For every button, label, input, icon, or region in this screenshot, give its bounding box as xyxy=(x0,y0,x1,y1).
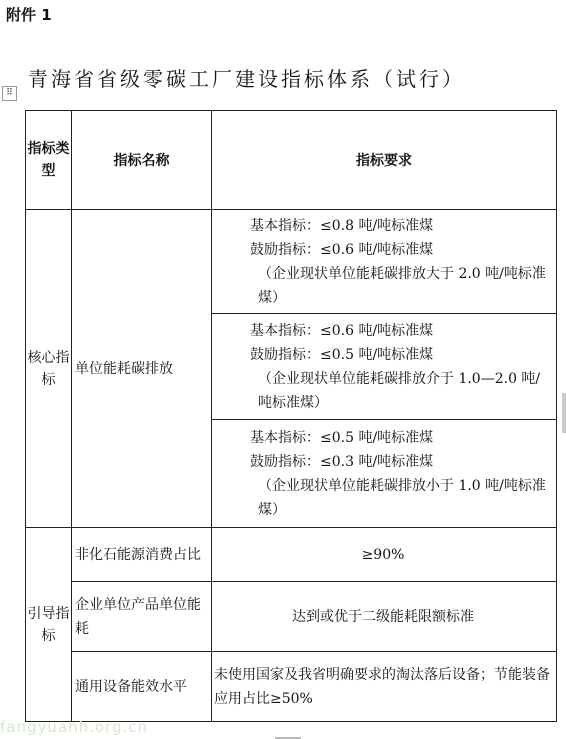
guide-type-cell: 引导指标 xyxy=(26,528,72,722)
encourage-indicator: 鼓励指标：≤0.6 吨/吨标准煤 xyxy=(250,241,434,258)
table-row xyxy=(26,210,557,314)
table-row xyxy=(26,652,557,722)
basic-indicator: 基本指标：≤0.6 吨/吨标准煤 xyxy=(250,322,434,339)
document-title: 青海省省级零碳工厂建设指标体系（试行） xyxy=(28,67,465,91)
table-row xyxy=(26,528,557,582)
encourage-indicator: 鼓励指标：≤0.3 吨/吨标准煤 xyxy=(250,453,434,470)
attachment-label: 附件 1 xyxy=(6,6,52,24)
table-resize-handle[interactable] xyxy=(562,393,566,433)
guide-requirement-1: ≥90% xyxy=(212,528,557,582)
core-requirement-2 xyxy=(212,314,557,420)
table-row xyxy=(26,582,557,652)
watermark-text: fangyuanh.org.cn xyxy=(0,718,148,736)
encourage-indicator: 鼓励指标：≤0.5 吨/吨标准煤 xyxy=(250,346,434,363)
core-requirement-1 xyxy=(212,210,557,314)
basic-indicator: 基本指标：≤0.5 吨/吨标准煤 xyxy=(250,429,434,446)
core-requirement-3 xyxy=(212,420,557,528)
indicator-table xyxy=(25,110,557,722)
note-text: （企业现状单位能耗碳排放大于 2.0 吨/吨标准煤） xyxy=(258,265,546,306)
guide-name-2: 企业单位产品单位能耗 xyxy=(72,582,212,652)
guide-requirement-3: 未使用国家及我省明确要求的淘汰落后设备；节能装备应用占比≥50% xyxy=(212,652,557,722)
note-text: （企业现状单位能耗碳排放小于 1.0 吨/吨标准煤） xyxy=(258,477,546,518)
core-name-cell: 单位能耗碳排放 xyxy=(72,210,212,528)
header-requirement: 指标要求 xyxy=(212,111,557,210)
core-type-cell: 核心指标 xyxy=(26,210,72,528)
guide-name-1: 非化石能源消费占比 xyxy=(72,528,212,582)
note-text: （企业现状单位能耗碳排放介于 1.0—2.0 吨/吨标准煤） xyxy=(258,370,541,411)
guide-requirement-2: 达到或优于二级能耗限额标准 xyxy=(212,582,557,652)
header-name: 指标名称 xyxy=(72,111,212,210)
table-header-row xyxy=(26,111,557,210)
table-move-handle-icon[interactable]: ⠿ xyxy=(2,86,17,101)
guide-name-3: 通用设备能效水平 xyxy=(72,652,212,722)
header-type: 指标类型 xyxy=(26,111,72,210)
basic-indicator: 基本指标：≤0.8 吨/吨标准煤 xyxy=(250,217,434,234)
